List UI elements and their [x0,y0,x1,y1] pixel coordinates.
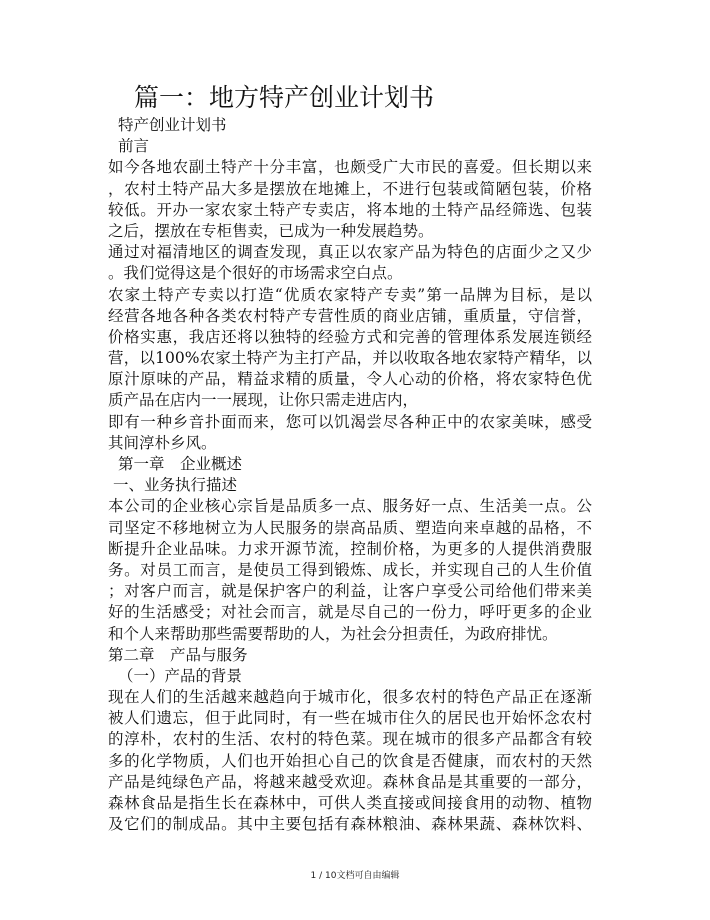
text-line: 多的化学物质，人们也开始担心自己的饮食是否健康，而农村的天然 [108,751,592,770]
text-line: 特产创业计划书 [118,116,227,134]
document-body [108,115,592,835]
text-line: （一）产品的背景 [118,666,243,685]
text-line: 产品是纯绿色产品，将越来越受欢迎。森林食品是其重要的一部分， [108,772,592,791]
page-footer: 1 / 10文档可自由编辑 [310,871,400,881]
text-line: 即有一种乡音扑面而来，您可以饥渴尝尽各种正中的农家美味，感受 [108,412,592,431]
text-line: 通过对福清地区的调查发现，真正以农家产品为特色的店面少之又少 [108,243,592,262]
text-line: 质产品在店内一一展现，让你只需走进店内， [108,391,419,410]
text-line: ，农村土特产品大多是摆放在地摊上，不进行包装或简陋包装，价格 [108,179,592,198]
text-line: 经营各地各种各类农村特产专营性质的商业店铺，重质量，守信誉， [108,306,592,325]
text-line: 之后，摆放在专柜售卖，已成为一种发展趋势。 [108,221,434,240]
text-line: 和个人来帮助那些需要帮助的人，为社会分担责任，为政府排忧。 [108,624,558,643]
text-line: 如今各地农副土特产十分丰富，也颇受广大市民的喜爱。但长期以来 [108,158,592,177]
text-line: 原汁原味的产品，精益求精的质量，令人心动的价格，将农家特色优 [108,370,592,389]
document-title: 篇一：地方特产创业计划书 [134,83,435,112]
text-line: 第一章 企业概述 [118,455,243,473]
text-line: 务。对员工而言，是使员工得到锻炼、成长，并实现自己的人生价值 [108,560,592,579]
text-line: 断提升企业品味。力求开源节流，控制价格，为更多的人提供消费服 [108,539,592,558]
text-line: 好的生活感受；对社会而言，就是尽自己的一份力，呼吁更多的企业 [108,603,592,622]
text-line: 营，以100%农家土特产为主打产品，并以收取各地农家特产精华，以 [108,349,592,368]
text-line: 。我们觉得这是个很好的市场需求空白点。 [108,264,403,283]
text-line: 的淳朴，农村的生活、农村的特色菜。现在城市的很多产品都含有较 [108,730,592,749]
text-line: 较低。开办一家农家土特产专卖店，将本地的土特产品经筛选、包装 [108,200,592,219]
text-line: ；对客户而言，就是保护客户的利益，让客户享受公司给他们带来美 [108,582,592,601]
text-line: 一、业务执行描述 [113,476,238,495]
text-line: 及它们的制成品。其中主要包括有森林粮油、森林果蔬、森林饮料、 [108,815,592,834]
text-line: 现在人们的生活越来越趋向于城市化，很多农村的特色产品正在逐渐 [108,688,592,707]
text-line: 其间淳朴乡风。 [108,433,217,452]
text-line: 被人们遗忘，但于此同时，有一些在城市住久的居民也开始怀念农村 [108,709,592,728]
text-line: 司坚定不移地树立为人民服务的崇高品质、塑造向来卓越的品格，不 [108,518,592,537]
text-line: 价格实惠，我店还将以独特的经验方式和完善的管理体系发展连锁经 [108,327,592,346]
text-line: 森林食品是指生长在森林中，可供人类直接或间接食用的动物、植物 [108,794,592,812]
text-line: 农家土特产专卖以打造“优质农家特产专卖”第一品牌为目标，是以 [108,285,592,304]
text-line: 本公司的企业核心宗旨是品质多一点、服务好一点、生活美一点。公 [108,497,592,516]
text-line: 前言 [118,137,150,156]
text-line: 第二章 产品与服务 [108,645,248,664]
